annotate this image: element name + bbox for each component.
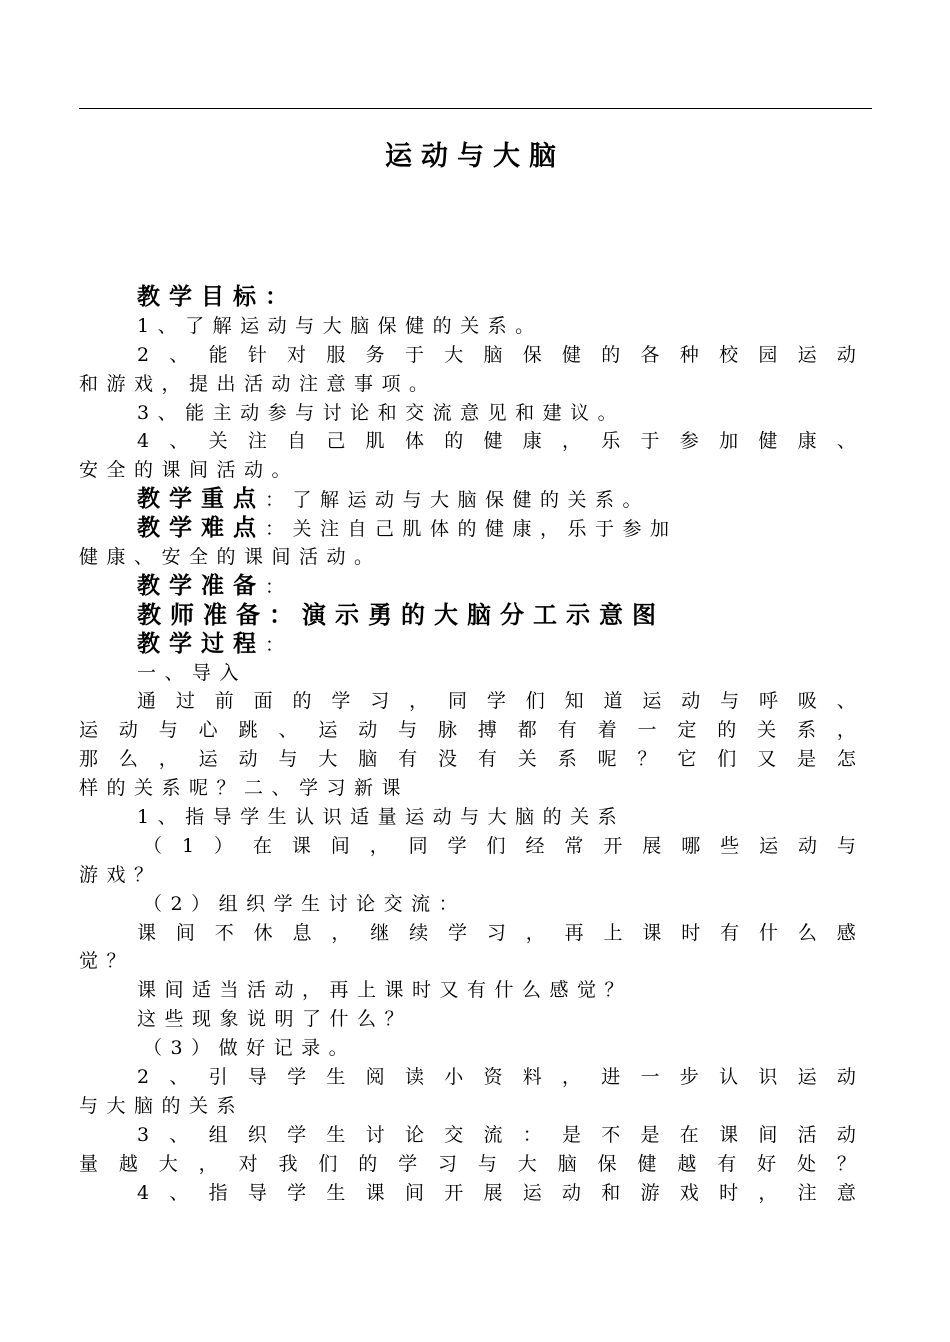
paragraph-line: 觉？: [79, 950, 135, 973]
paragraph-line: 和游戏，提出活动注意事项。: [79, 372, 437, 395]
teaching-process: [79, 630, 856, 659]
page-title: 运动与大脑: [385, 141, 565, 172]
paragraph-line: 4 、 指 导 学 生 课 间 开 展 运 动 和 游 戏 时 ， 注 意: [137, 1181, 856, 1204]
paragraph-line: 安全的课间活动。: [79, 459, 300, 482]
teaching-focus-text: ：了解运动与大脑保健的关系。: [265, 489, 651, 512]
paragraph-line: 3 、 组 织 学 生 讨 论 交 流 ： 是 不 是 在 课 间 活 动: [137, 1123, 856, 1146]
heading-teaching-goals: 教学目标：: [137, 283, 297, 310]
teaching-focus: [79, 485, 856, 514]
section-heading: 一、导入: [137, 661, 248, 684]
paragraph-line: 2 、 能 针 对 服 务 于 大 脑 保 健 的 各 种 校 园 运 动: [137, 343, 856, 366]
paragraph-line: 3、能主动参与讨论和交流意见和建议。: [137, 401, 626, 424]
paragraph-line: 与大脑的关系: [79, 1094, 245, 1117]
paragraph-line: 样的关系呢？二、学习新课: [79, 777, 410, 800]
teaching-prep: [79, 572, 856, 601]
heading-teaching-prep: 教学准备: [137, 571, 265, 599]
teaching-prep-colon: ：: [265, 575, 293, 598]
teaching-process-colon: ：: [265, 633, 293, 656]
paragraph-line: 那 么 ， 运 动 与 大 脑 有 没 有 关 系 呢 ？ 它 们 又 是 怎: [79, 748, 856, 771]
paragraph-line: 这些现象说明了什么？: [137, 1008, 413, 1031]
heading-teaching-difficulty: 教学难点: [137, 514, 265, 542]
paragraph-line: 游戏？: [79, 863, 162, 886]
paragraph-line: 通 过 前 面 的 学 习 ， 同 学 们 知 道 运 动 与 呼 吸 、: [137, 690, 856, 713]
heading-teaching-process: 教学过程: [137, 629, 265, 657]
heading-teacher-prep: 教师准备：演示勇的大脑分工示意图: [137, 599, 665, 629]
paragraph-line: （ 1 ） 在 课 间 ， 同 学 们 经 常 开 展 哪 些 运 动 与: [143, 834, 856, 857]
paragraph-line: 量 越 大 ， 对 我 们 的 学 习 与 大 脑 保 健 越 有 好 处 ？: [79, 1152, 856, 1175]
paragraph-line: （3）做好记录。: [143, 1037, 357, 1060]
teaching-difficulty-text: ：关注自己肌体的健康，乐于参加: [265, 518, 678, 541]
paragraph-line: 课间适当活动，再上课时又有什么感觉？: [137, 979, 633, 1002]
teaching-difficulty: [79, 514, 856, 543]
header-rule: [79, 108, 872, 109]
paragraph-line: 健康、安全的课间活动。: [79, 546, 382, 569]
paragraph-line: 1、指导学生认识适量运动与大脑的关系: [137, 806, 626, 829]
paragraph-line: 2 、 引 导 学 生 阅 读 小 资 料 ， 进 一 步 认 识 运 动: [137, 1066, 856, 1089]
document-body: [79, 283, 856, 1208]
paragraph-line: 课 间 不 休 息 ， 继 续 学 习 ， 再 上 课 时 有 什 么 感: [137, 921, 856, 944]
paragraph-line: 4 、 关 注 自 己 肌 体 的 健 康 ， 乐 于 参 加 健 康 、: [137, 430, 856, 453]
paragraph-line: 运 动 与 心 跳 、 运 动 与 脉 搏 都 有 着 一 定 的 关 系 ，: [79, 719, 856, 742]
heading-teaching-focus: 教学重点: [137, 485, 265, 513]
paragraph-line: 1、了解运动与大脑保健的关系。: [137, 314, 543, 337]
paragraph-line: （2）组织学生讨论交流：: [143, 892, 467, 915]
